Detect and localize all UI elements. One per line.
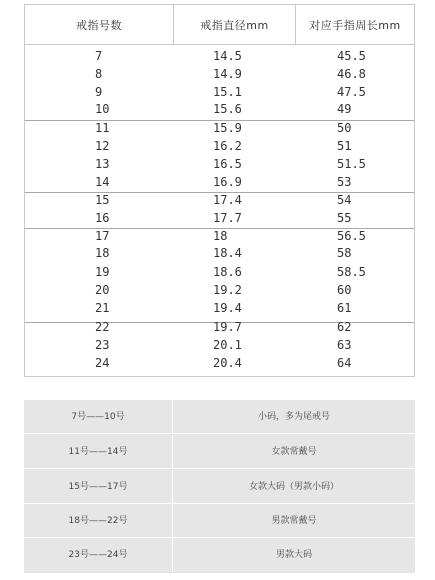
header-ring-number: 戒指号数 (76, 18, 122, 32)
diameter-cell: 17.7 (213, 211, 242, 225)
table-row (25, 209, 414, 227)
legend-range: 23号——24号 (68, 550, 128, 560)
table-row (25, 299, 414, 317)
table-row (25, 119, 414, 137)
legend-row (24, 400, 415, 434)
size-legend-table (24, 400, 415, 573)
ring-number-cell: 8 (95, 67, 103, 81)
ring-number-cell: 18 (95, 246, 110, 260)
diameter-cell: 16.2 (213, 139, 242, 153)
ring-number-cell: 19 (95, 265, 110, 279)
table-row (25, 318, 414, 336)
diameter-cell: 19.4 (213, 301, 242, 315)
ring-number-cell: 13 (95, 157, 110, 171)
table-row (25, 47, 414, 65)
circumference-cell: 45.5 (337, 49, 366, 63)
circumference-cell: 58 (337, 246, 352, 260)
circumference-cell: 55 (337, 211, 352, 225)
table-row (25, 281, 414, 299)
ring-number-cell: 15 (95, 193, 110, 207)
circumference-cell: 54 (337, 193, 352, 207)
legend-description: 女款大码（男款小码） (248, 482, 339, 492)
diameter-cell: 18.4 (213, 246, 242, 260)
circumference-cell: 47.5 (337, 85, 366, 99)
ring-number-cell: 7 (95, 49, 103, 63)
legend-description: 女款常戴号 (271, 447, 317, 457)
ring-number-cell: 17 (95, 229, 110, 243)
diameter-cell: 15.1 (213, 85, 242, 99)
circumference-cell: 60 (337, 283, 352, 297)
ring-number-cell: 23 (95, 338, 110, 352)
legend-row (24, 538, 415, 572)
table-row (25, 354, 414, 372)
diameter-cell: 20.4 (213, 356, 242, 370)
table-row (25, 83, 414, 101)
diameter-cell: 15.9 (213, 121, 242, 135)
legend-row-separator (24, 433, 415, 434)
ring-number-cell: 12 (95, 139, 110, 153)
table-row (25, 137, 414, 155)
ring-number-cell: 20 (95, 283, 110, 297)
header-separator (25, 44, 414, 45)
legend-row-separator (24, 468, 415, 469)
circumference-cell: 62 (337, 320, 352, 334)
circumference-cell: 50 (337, 121, 352, 135)
legend-row (24, 470, 415, 504)
header-diameter: 戒指直径mm (200, 18, 269, 32)
table-row (25, 191, 414, 209)
table-row (25, 227, 414, 245)
diameter-cell: 16.9 (213, 175, 242, 189)
legend-description: 小码，多为尾戒号 (257, 412, 330, 422)
ring-number-cell: 10 (95, 102, 110, 116)
ring-number-cell: 24 (95, 356, 110, 370)
circumference-cell: 61 (337, 301, 352, 315)
diameter-cell: 15.6 (213, 102, 242, 116)
circumference-cell: 51.5 (337, 157, 366, 171)
table-row (25, 100, 414, 118)
legend-range: 7号——10号 (71, 412, 125, 422)
legend-range: 15号——17号 (68, 482, 128, 492)
diameter-cell: 19.2 (213, 283, 242, 297)
circumference-cell: 49 (337, 102, 352, 116)
legend-range: 18号——22号 (68, 516, 128, 526)
ring-number-cell: 11 (95, 121, 110, 135)
ring-number-cell: 9 (95, 85, 103, 99)
diameter-cell: 19.7 (213, 320, 242, 334)
ring-number-cell: 21 (95, 301, 110, 315)
diameter-cell: 16.5 (213, 157, 242, 171)
legend-row (24, 504, 415, 538)
circumference-cell: 56.5 (337, 229, 366, 243)
table-row (25, 65, 414, 83)
table-row (25, 173, 414, 191)
diameter-cell: 17.4 (213, 193, 242, 207)
diameter-cell: 20.1 (213, 338, 242, 352)
table-row (25, 336, 414, 354)
circumference-cell: 58.5 (337, 265, 366, 279)
ring-number-cell: 14 (95, 175, 110, 189)
circumference-cell: 64 (337, 356, 352, 370)
diameter-cell: 18 (213, 229, 228, 243)
legend-description: 男款常戴号 (271, 516, 317, 526)
circumference-cell: 46.8 (337, 67, 366, 81)
ring-number-cell: 22 (95, 320, 110, 334)
table-row (25, 155, 414, 173)
legend-row (24, 435, 415, 469)
legend-description: 男款大码 (275, 550, 312, 560)
diameter-cell: 14.5 (213, 49, 242, 63)
ring-size-table (24, 4, 415, 377)
circumference-cell: 53 (337, 175, 352, 189)
circumference-cell: 51 (337, 139, 352, 153)
diameter-cell: 14.9 (213, 67, 242, 81)
diameter-cell: 18.6 (213, 265, 242, 279)
header-circumference: 对应手指周长mm (309, 18, 401, 32)
circumference-cell: 63 (337, 338, 352, 352)
table-row (25, 263, 414, 281)
ring-number-cell: 16 (95, 211, 110, 225)
legend-range: 11号——14号 (68, 447, 128, 457)
table-row (25, 244, 414, 262)
